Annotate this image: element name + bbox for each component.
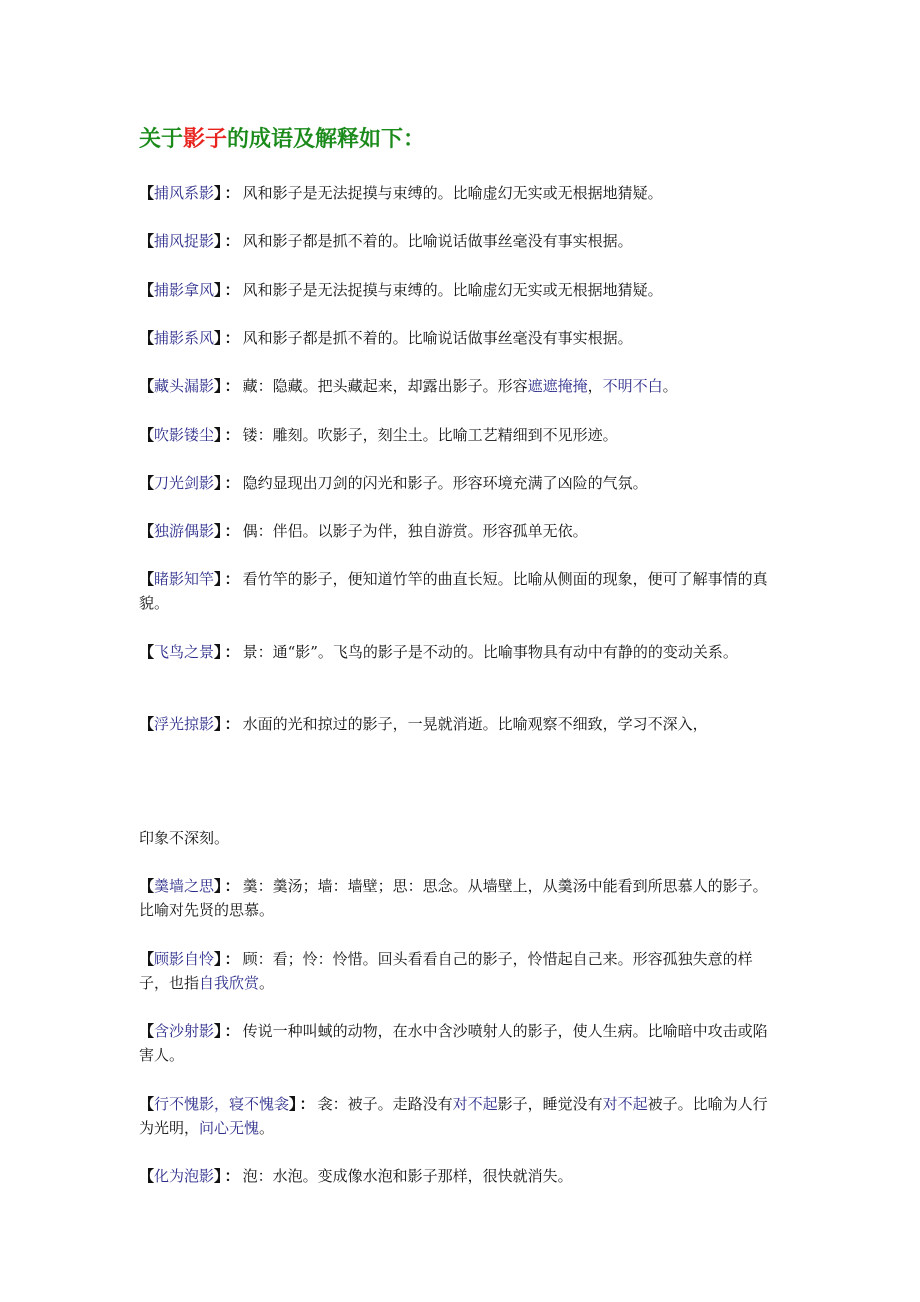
colon: ： — [224, 643, 240, 661]
idiom-definition: 镂：雕刻。吹影子，刻尘土。比喻工艺精细到不见形迹。 — [242, 426, 618, 444]
idiom-name[interactable]: 飞鸟之景 — [154, 643, 215, 661]
idiom-definition: 衾：被子。走路没有 — [317, 1095, 453, 1113]
related-word-link[interactable]: 对不起 — [452, 1095, 498, 1113]
colon: ： — [224, 232, 240, 250]
idiom-definition: 影子，睡觉没有 — [497, 1095, 603, 1113]
idiom-name[interactable]: 行不愧影，寝不愧衾 — [154, 1095, 290, 1113]
punctuation: 。 — [662, 377, 678, 395]
colon: ： — [224, 522, 240, 540]
punctuation: ， — [587, 377, 603, 395]
idiom-definition: 看竹竿的影子，便知道竹竿的曲直长短。比喻从侧面的现象，便可了解事情的真貌。 — [139, 570, 768, 612]
idiom-entry — [139, 712, 779, 736]
idiom-entry — [139, 181, 779, 205]
close-bracket: 】 — [289, 1095, 297, 1113]
open-bracket: 【 — [139, 950, 155, 968]
idiom-name[interactable]: 独游偶影 — [154, 522, 215, 540]
continuation-text: 印象不深刻。 — [139, 829, 230, 847]
close-bracket: 】 — [214, 570, 222, 588]
colon: ： — [224, 877, 240, 895]
close-bracket: 】 — [214, 426, 222, 444]
colon: ： — [224, 570, 240, 588]
idiom-entry — [139, 326, 779, 350]
open-bracket: 【 — [139, 281, 155, 299]
idiom-definition: 传说一种叫蜮的动物，在水中含沙喷射人的影子，使人生病。比喻暗中攻击或陷害人。 — [139, 1022, 768, 1064]
close-bracket: 】 — [214, 329, 222, 347]
close-bracket: 】 — [214, 1167, 222, 1185]
idiom-name[interactable]: 顾影自怜 — [154, 950, 215, 968]
idiom-entry — [139, 1092, 779, 1140]
definition-continuation — [139, 826, 779, 850]
idiom-name[interactable]: 捕影系风 — [154, 329, 215, 347]
idiom-name[interactable]: 捕风捉影 — [154, 232, 215, 250]
close-bracket: 】 — [214, 232, 222, 250]
idiom-definition: 被子。比喻为人行为光明， — [139, 1095, 768, 1137]
idiom-definition: 水面的光和掠过的影子，一晃就消逝。比喻观察不细致，学习不深入， — [242, 715, 708, 733]
idiom-definition: 风和影子是无法捉摸与束缚的。比喻虚幻无实或无根据地猜疑。 — [242, 281, 663, 299]
idiom-entry — [139, 947, 779, 995]
close-bracket: 】 — [214, 643, 222, 661]
idiom-definition: 藏：隐藏。把头藏起来，却露出影子。形容 — [242, 377, 528, 395]
punctuation: 。 — [259, 1119, 275, 1137]
open-bracket: 【 — [139, 474, 155, 492]
idiom-entry — [139, 640, 779, 664]
open-bracket: 【 — [139, 1095, 155, 1113]
idiom-entry — [139, 1019, 779, 1067]
idiom-entry — [139, 423, 779, 447]
colon: ： — [224, 1167, 240, 1185]
idiom-entry — [139, 229, 779, 253]
title-suffix: 的成语及解释如下： — [227, 127, 426, 152]
open-bracket: 【 — [139, 377, 155, 395]
idiom-name[interactable]: 含沙射影 — [154, 1022, 215, 1040]
idiom-name[interactable]: 捕影拿风 — [154, 281, 215, 299]
open-bracket: 【 — [139, 184, 155, 202]
open-bracket: 【 — [139, 426, 155, 444]
colon: ： — [224, 715, 240, 733]
idiom-entry — [139, 1164, 779, 1188]
idiom-entry — [139, 874, 779, 922]
open-bracket: 【 — [139, 232, 155, 250]
idiom-name[interactable]: 藏头漏影 — [154, 377, 215, 395]
colon: ： — [299, 1095, 315, 1113]
idiom-name[interactable]: 化为泡影 — [154, 1167, 215, 1185]
idiom-name[interactable]: 羹墙之思 — [154, 877, 215, 895]
close-bracket: 】 — [214, 715, 222, 733]
open-bracket: 【 — [139, 877, 155, 895]
punctuation: 。 — [259, 974, 275, 992]
open-bracket: 【 — [139, 643, 155, 661]
title-prefix: 关于 — [139, 127, 184, 152]
open-bracket: 【 — [139, 715, 155, 733]
related-idiom-link[interactable]: 问心无愧 — [199, 1119, 260, 1137]
idiom-name[interactable]: 捕风系影 — [154, 184, 215, 202]
idiom-name[interactable]: 吹影镂尘 — [154, 426, 215, 444]
related-idiom-link[interactable]: 遮遮掩掩 — [527, 377, 588, 395]
related-idiom-link[interactable]: 不明不白 — [602, 377, 663, 395]
colon: ： — [224, 950, 240, 968]
idiom-entry — [139, 374, 779, 398]
idiom-definition: 泡：水泡。变成像水泡和影子那样，很快就消失。 — [242, 1167, 573, 1185]
open-bracket: 【 — [139, 522, 155, 540]
colon: ： — [224, 281, 240, 299]
related-word-link[interactable]: 对不起 — [602, 1095, 648, 1113]
close-bracket: 】 — [214, 377, 222, 395]
idiom-entry — [139, 519, 779, 543]
idiom-definition: 风和影子都是抓不着的。比喻说话做事丝毫没有事实根据。 — [242, 329, 633, 347]
open-bracket: 【 — [139, 1167, 155, 1185]
idiom-entry — [139, 278, 779, 302]
colon: ： — [224, 184, 240, 202]
related-idiom-link[interactable]: 自我欣赏 — [199, 974, 260, 992]
open-bracket: 【 — [139, 1022, 155, 1040]
close-bracket: 】 — [214, 522, 222, 540]
close-bracket: 】 — [214, 184, 222, 202]
idiom-name[interactable]: 刀光剑影 — [154, 474, 215, 492]
close-bracket: 】 — [214, 950, 222, 968]
idiom-definition: 风和影子是无法捉摸与束缚的。比喻虚幻无实或无根据地猜疑。 — [242, 184, 663, 202]
idiom-definition: 偶：伴侣。以影子为伴，独自游赏。形容孤单无依。 — [242, 522, 588, 540]
idiom-definition: 羹：羹汤；墙：墙壁；思：思念。从墙壁上，从羹汤中能看到所思慕人的影子。比喻对先贤的思慕。 — [139, 877, 768, 919]
idiom-definition: 顾：看；怜：怜惜。回头看看自己的影子，怜惜起自己来。形容孤独失意的样子，也指 — [139, 950, 753, 992]
open-bracket: 【 — [139, 570, 155, 588]
idiom-entry — [139, 567, 779, 615]
colon: ： — [224, 474, 240, 492]
idiom-name[interactable]: 浮光掠影 — [154, 715, 215, 733]
open-bracket: 【 — [139, 329, 155, 347]
close-bracket: 】 — [214, 281, 222, 299]
close-bracket: 】 — [214, 1022, 222, 1040]
page-title — [139, 122, 425, 153]
idiom-name[interactable]: 睹影知竿 — [154, 570, 215, 588]
idiom-entry — [139, 471, 779, 495]
colon: ： — [224, 1022, 240, 1040]
idiom-definition: 景：通“影”。飞鸟的影子是不动的。比喻事物具有动中有静的的变动关系。 — [242, 643, 738, 661]
idiom-definition: 风和影子都是抓不着的。比喻说话做事丝毫没有事实根据。 — [242, 232, 633, 250]
colon: ： — [224, 377, 240, 395]
close-bracket: 】 — [214, 877, 222, 895]
colon: ： — [224, 329, 240, 347]
colon: ： — [224, 426, 240, 444]
idiom-definition: 隐约显现出刀剑的闪光和影子。形容环境充满了凶险的气氛。 — [242, 474, 648, 492]
close-bracket: 】 — [214, 474, 222, 492]
title-highlight: 影子 — [183, 127, 228, 152]
